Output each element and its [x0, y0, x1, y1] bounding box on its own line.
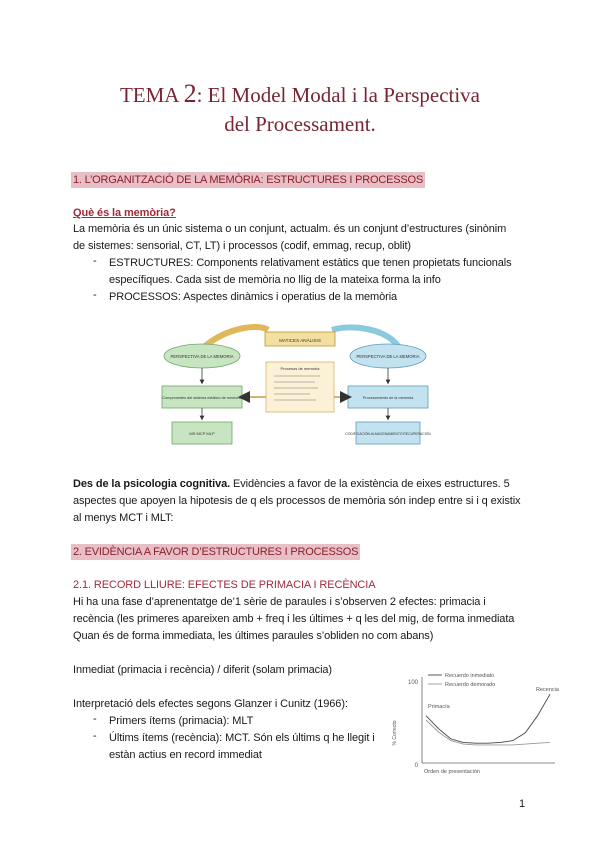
memory-model-diagram [150, 318, 450, 448]
top-label-text: MATICES ANÁLISIS [279, 338, 321, 343]
bullet-recencia-line2: estàn actius en record immediat [109, 749, 262, 761]
x-axis-label: Orden de presentación [424, 769, 480, 775]
immediate-vs-delayed: Inmediat (primacia i recència) / diferit (solam primacia) [73, 664, 332, 676]
bullet-estructures-line1: ESTRUCTURES: Components relativament estàtics que tenen propietats funcionals [109, 257, 512, 269]
section1-heading: 1. L’ORGANITZACIÓ DE LA MEMÒRIA: ESTRUCTURES I PROCESSOS [73, 174, 424, 186]
left-bottom-text: MS MCP MLP [189, 431, 215, 436]
section2-heading: 2. EVIDÈNCIA A FAVOR D’ESTRUCTURES I PROCESSOS [73, 546, 359, 558]
section2-1-heading: 2.1. RECORD LLIURE: EFECTES DE PRIMACIA I RECÈNCIA [73, 579, 376, 591]
section2-line3: Quan és de forma immediata, les últimes paraules s’obliden no com abans) [73, 630, 434, 642]
question-heading: Què és la memòria? [73, 207, 176, 219]
bullet-dash: - [93, 730, 97, 742]
page-title-line2: del Processament. [224, 112, 376, 136]
title-number: 2 [183, 79, 197, 108]
bullet-processos: PROCESSOS: Aspectes dinàmics i operatius de la memòria [109, 291, 398, 303]
page-title-line1: TEMA 2: El Model Modal i la Perspectiva [119, 79, 481, 108]
intro-line2: de sistemes: sensorial, CT, LT) i processos (codif, emmag, recup, oblit) [73, 240, 411, 252]
bullet-dash: - [93, 713, 97, 725]
right-ellipse-text: PERSPECTIVA DE LA MEMORIA [356, 354, 420, 359]
para2-line3: al menys MCT i MLT: [73, 512, 174, 524]
left-ellipse-text: PERSPECTIVA DE LA MEMORIA [170, 354, 234, 359]
section2-line1: Hi ha una fase d’aprenentatge de’1 sèrie de paraules i s’observen 2 efectes: primacia i [73, 596, 486, 608]
annotation-recencia: Recencia [536, 687, 559, 693]
section2-line2: recència (les primeres apareixen amb + freq i les últimes + q les del mig, de forma inmediata [73, 613, 515, 625]
serial-position-chart [390, 663, 560, 783]
y-axis-label: % Correcto [392, 720, 398, 746]
y-tick-0: 0 [414, 763, 418, 769]
y-tick-100: 100 [407, 680, 418, 686]
center-note-text: Procesos de memoria [280, 366, 320, 371]
left-curve-arrow [205, 327, 268, 346]
bullet-primacia: Primers ítems (primacia): MLT [109, 715, 254, 727]
para2-line2: aspectes que apoyen la hipotesis de q els processos de memòria són indep entre si i q existix [73, 495, 521, 507]
legend-delayed: Recuerdo demorado [445, 682, 496, 688]
right-mid-text: Procesamiento de la memoria [362, 396, 414, 400]
intro-line1: La memòria és un únic sistema o un conjunt, actualm. és un conjunt d’estructures (sinònim [73, 223, 507, 235]
bullet-estructures-line2: específiques. Cada sist de memòria no llig de la mateixa forma la info [109, 274, 441, 286]
page-number: 1 [519, 798, 526, 810]
para2-line1: Des de la psicologia cognitiva. Evidències a favor de la existència de eixes estructures. 5 [73, 478, 510, 490]
bullet-dash: - [93, 255, 97, 267]
bullet-dash: - [93, 289, 97, 301]
annotation-primacia: Primacía [428, 704, 450, 710]
right-bottom-text: CODIFICACIÓN ALMACENAMIENTO RECUPERACIÓN [345, 432, 431, 436]
right-curve-arrow [332, 327, 398, 346]
interpretation-line: Interpretació dels efectes segons Glanzer i Cunitz (1966): [73, 698, 348, 710]
legend-immediate: Recuerdo inmediato [445, 673, 495, 679]
left-mid-text: Componentes del sistema estático de memoria [162, 396, 242, 400]
bullet-recencia-line1: Últims ítems (recència): MCT. Són els últims q he llegit i [109, 732, 375, 744]
